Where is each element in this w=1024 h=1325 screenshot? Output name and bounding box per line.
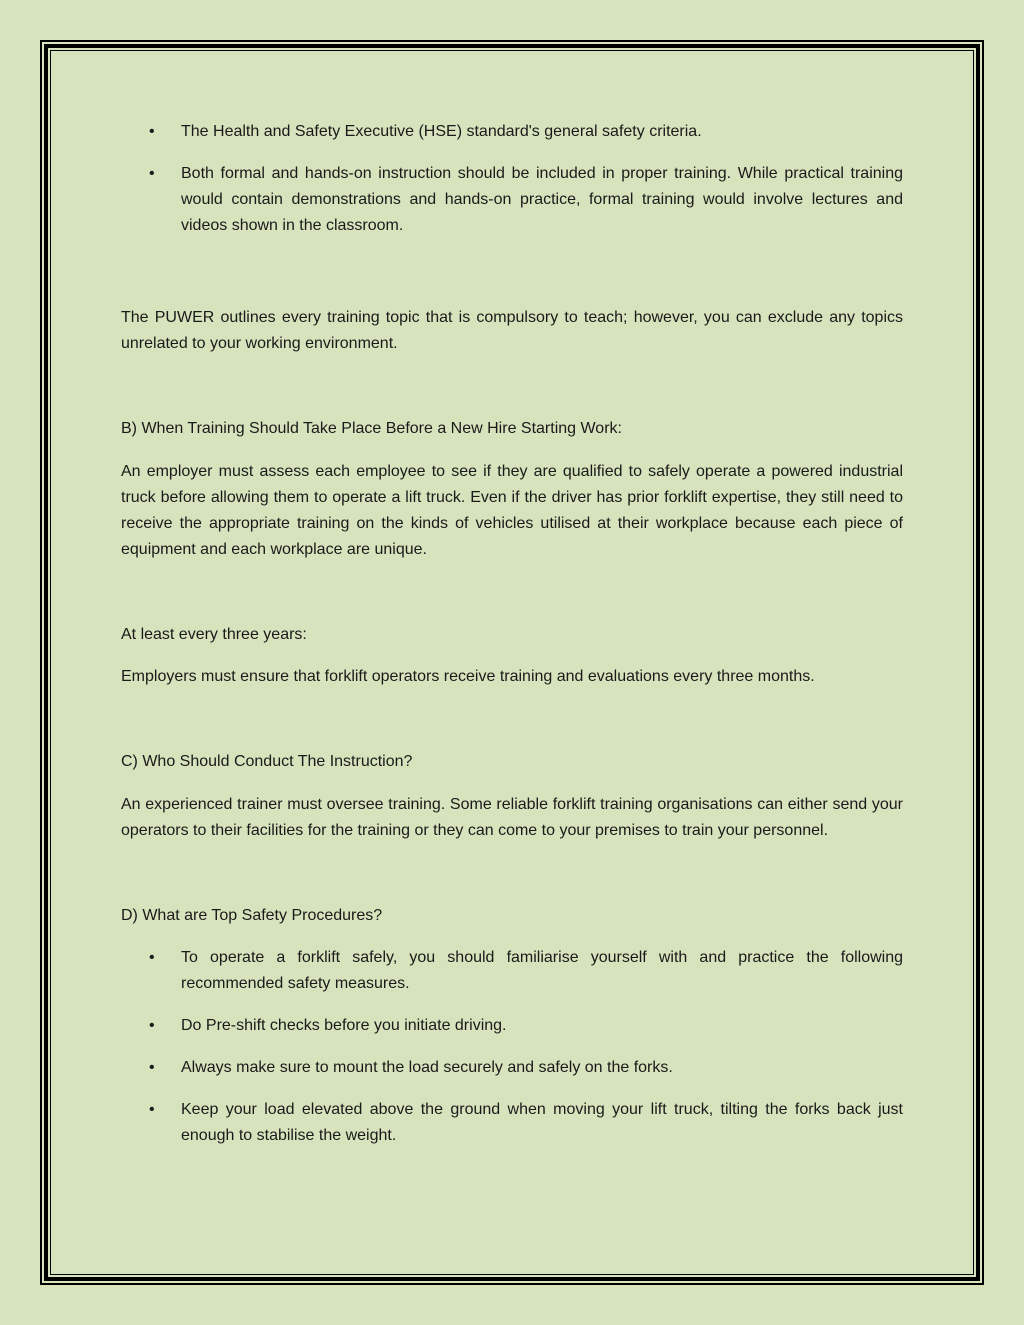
list-item: [121, 119, 903, 145]
list-item-text: Both formal and hands-on instruction should be included in proper training. While practical training would contain demonstrations and hands-on practice, formal training would involve lectures and videos shown in the classroom.: [181, 165, 903, 234]
paragraph-three-years: Employers must ensure that forklift operators receive training and evaluations every three months.: [121, 668, 815, 685]
bullet-icon: •: [149, 165, 155, 182]
bullet-list-safety: [121, 945, 903, 1149]
bullet-icon: •: [149, 949, 155, 966]
heading-section-d: D) What are Top Safety Procedures?: [121, 907, 383, 924]
list-item: [121, 1013, 903, 1039]
list-item: [121, 161, 903, 239]
heading-section-c: C) Who Should Conduct The Instruction?: [121, 753, 413, 770]
list-item-text: To operate a forklift safely, you should familiarise yourself with and practice the following recommended safety measures.: [181, 949, 903, 992]
heading-three-years: At least every three years:: [121, 626, 307, 643]
list-item: [121, 1055, 903, 1081]
bullet-icon: •: [149, 1059, 155, 1076]
paragraph-section-b: An employer must assess each employee to see if they are qualified to safely operate a powered industrial truck before allowing them to operate a lift truck. Even if the driver has prior forklift expertise, they still need to receive the appropriate training on the kinds of vehicles utilised at their workplace because each piece of equipment and each workplace are unique.: [121, 463, 903, 558]
paragraph-section-c: An experienced trainer must oversee training. Some reliable forklift training organisations can either send your operators to their facilities for the training or they can come to your premises to train your personnel.: [121, 796, 903, 839]
list-item-text: Do Pre-shift checks before you initiate driving.: [181, 1017, 507, 1034]
list-item-text: Keep your load elevated above the ground when moving your lift truck, tilting the forks back just enough to stabilise the weight.: [181, 1101, 903, 1144]
list-item: [121, 945, 903, 997]
paragraph-puwer: The PUWER outlines every training topic that is compulsory to teach; however, you can exclude any topics unrelated to your working environment.: [121, 309, 903, 352]
bullet-list-training: [121, 119, 903, 239]
heading-section-b: B) When Training Should Take Place Before a New Hire Starting Work:: [121, 420, 622, 437]
list-item-text: The Health and Safety Executive (HSE) standard's general safety criteria.: [181, 123, 702, 140]
list-item: [121, 1097, 903, 1149]
bullet-icon: •: [149, 1017, 155, 1034]
bullet-icon: •: [149, 1101, 155, 1118]
bullet-icon: •: [149, 123, 155, 140]
document-body: [121, 119, 903, 1165]
list-item-text: Always make sure to mount the load securely and safely on the forks.: [181, 1059, 673, 1076]
